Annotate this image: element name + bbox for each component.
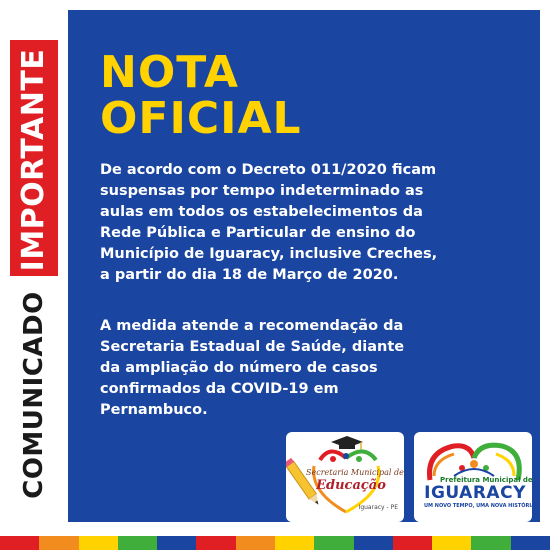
- rainbow-stripes: [0, 536, 550, 550]
- paragraph-line: confirmados da COVID-19 em: [100, 381, 339, 397]
- prefeitura-logo-name: IGUARACY: [424, 483, 526, 503]
- notice-paragraph-2: [100, 316, 532, 421]
- stripe-segment: [39, 536, 78, 550]
- stripe-segment: [157, 536, 196, 550]
- important-label: IMPORTANTE: [16, 48, 51, 272]
- prefeitura-logo: [414, 432, 536, 522]
- comunicado-label: COMUNICADO: [19, 291, 49, 499]
- paragraph-line: Município de Iguaracy, inclusive Creches,: [100, 246, 438, 262]
- prefeitura-logo-prefix: Prefeitura Municipal de: [440, 476, 533, 484]
- paragraph-line: A medida atende a recomendação da: [100, 318, 404, 334]
- prefeitura-logo-slogan: UM NOVO TEMPO, UMA NOVA HISTÓRIA: [424, 503, 536, 509]
- stripe-segment: [118, 536, 157, 550]
- paragraph-line: da ampliação do número de casos: [100, 360, 378, 376]
- notice-title: [100, 47, 302, 144]
- paragraph-line: Pernambuco.: [100, 402, 208, 418]
- stripe-segment: [275, 536, 314, 550]
- paragraph-line: De acordo com o Decreto 011/2020 ficam: [100, 162, 437, 178]
- stripe-segment: [236, 536, 275, 550]
- stripe-segment: [471, 536, 510, 550]
- education-logo-line2: Educação: [316, 478, 386, 493]
- stripe-segment: [196, 536, 235, 550]
- title-line-1: NOTA: [100, 47, 239, 98]
- stripe-segment: [354, 536, 393, 550]
- paragraph-line: Secretaria Estadual de Saúde, diante: [100, 339, 405, 355]
- stripe-segment: [511, 536, 550, 550]
- stripe-segment: [432, 536, 471, 550]
- paragraph-line: Rede Pública e Particular de ensino do: [100, 225, 416, 241]
- paragraph-line: a partir do dia 18 de Março de 2020.: [100, 267, 399, 283]
- stripe-segment: [79, 536, 118, 550]
- title-line-2: OFICIAL: [100, 93, 302, 144]
- paragraph-line: aulas em todos os estabelecimentos da: [100, 204, 423, 220]
- education-logo-line1: Secretaria Municipal de: [306, 468, 404, 477]
- notice-paragraph-1: [100, 160, 532, 286]
- education-logo-city: Iguaracy - PE: [358, 504, 398, 511]
- stripe-segment: [393, 536, 432, 550]
- paragraph-line: suspensas por tempo indeterminado as: [100, 183, 424, 199]
- stripe-segment: [0, 536, 39, 550]
- stripe-segment: [314, 536, 353, 550]
- education-secretariat-logo: [286, 432, 404, 522]
